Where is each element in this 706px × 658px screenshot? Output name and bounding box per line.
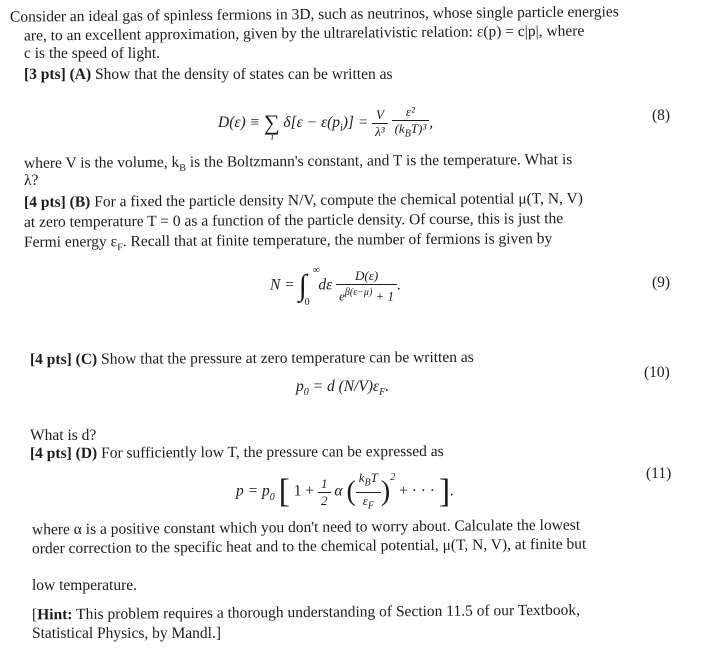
- equation-number-10: (10): [644, 364, 670, 381]
- fraction-epsilon-kt: $\frac{\text{ε²}}{(k_BT)^3}$: [392, 104, 430, 143]
- part-c-heading: [4 pts] (C) Show that the pressure at zero temperature can be written as: [29, 348, 474, 369]
- equation-11: $p = p_0$ [ 1 + $\frac{1}{2}$ α ( $\frac{k_BT}{\varepsilon_F}$ )$^2$ + · · · ].: [236, 470, 454, 514]
- part-c-question: What is d?: [30, 427, 97, 444]
- hint-line-2: Statistical Physics, by Mandl.]: [32, 625, 222, 642]
- part-b-line-2: at zero temperature T = 0 as a function of the particle density. Of course, this is just the: [23, 210, 564, 231]
- part-d-after-line-2: order correction to the specific heat and to the chemical potential, μ(T, N, V), at finite but: [31, 535, 587, 558]
- sum-symbol: ∑ i: [263, 110, 280, 144]
- fraction-one-half: $\frac{1}{2}$: [318, 476, 331, 509]
- part-a-after-line-2: λ?: [24, 172, 39, 189]
- intro-line-2: are, to an excellent approximation, given by the ultrarelativistic relation: ε(p) = c|p|, where: [23, 22, 585, 45]
- equation-9: N = ∫ ∞ 0 dε $\frac{D(\varepsilon)}{e^{\beta(\varepsilon-\mu)} + 1}$ .: [270, 265, 401, 309]
- part-d-after-line-1: where α is a positive constant which you don't need to worry about. Calculate the lowest: [31, 516, 581, 539]
- part-b-line-1: [4 pts] (B) For a fixed the particle density N/V, compute the chemical potential μ(T, N, V): [23, 190, 583, 211]
- part-a-after-line-1: where V is the volume, $k_B$ is the Boltzmann's constant, and T is the temperature. What is: [23, 151, 573, 174]
- equation-8: D(ε) ≡ ∑ i $\delta[\varepsilon - \varepsilon(p_i)]$ = $\frac{V}{\text{λ³}}$ $\frac{\text{ε²}}{(k_BT)^3}$ ,: [218, 104, 434, 144]
- equation-number-9: (9): [652, 274, 671, 291]
- part-d-heading: [4 pts] (D) For sufficiently low T, the pressure can be expressed as: [29, 442, 444, 463]
- fraction-v-lambda: $\frac{V}{\text{λ³}}$: [372, 107, 388, 140]
- part-d-after-line-3: low temperature.: [32, 577, 138, 594]
- intro-line-1: Consider an ideal gas of spinless fermions in 3D, such as neutrinos, whose single particle energies: [9, 3, 619, 26]
- equation-number-8: (8): [652, 107, 671, 124]
- intro-line-3: c is the speed of light.: [24, 45, 161, 62]
- fraction-kt-over-ef: $\frac{k_BT}{\varepsilon_F}$: [356, 470, 381, 514]
- hint-line-1: [Hint: This problem requires a thorough understanding of Section 11.5 of our Textbook,: [31, 601, 581, 624]
- fraction-fermi-dirac: $\frac{D(\varepsilon)}{e^{\beta(\varepsilon-\mu)} + 1}$: [336, 268, 397, 304]
- integral-symbol: ∫ ∞ 0: [298, 265, 320, 309]
- part-b-line-3: Fermi energy $\varepsilon_F$. Recall that at finite temperature, the number of fermions is given by: [23, 230, 553, 254]
- equation-10: $p_0 = d$ $(N/V)\varepsilon_F$.: [296, 378, 390, 399]
- part-a-heading: [3 pts] (A) Show that the density of states can be written as: [24, 66, 393, 83]
- equation-number-11: (11): [646, 465, 672, 482]
